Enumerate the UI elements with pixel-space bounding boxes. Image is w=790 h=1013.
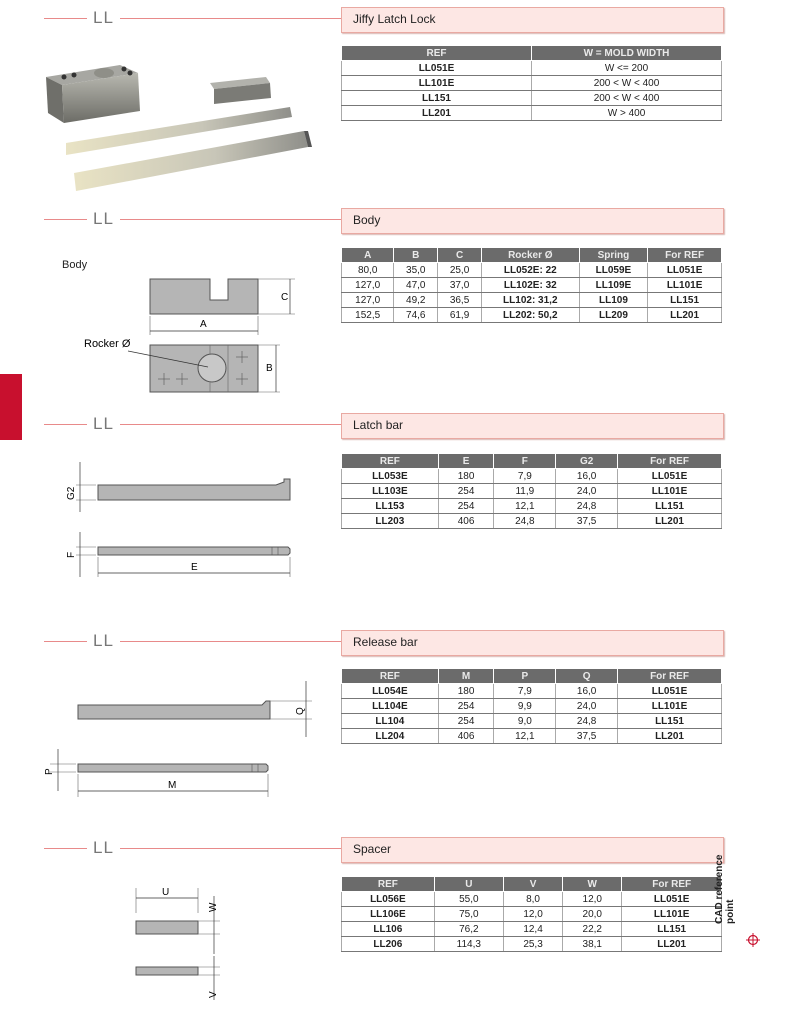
cell: LL151	[618, 499, 722, 514]
col-header: A	[342, 248, 394, 263]
cell: LL104E	[342, 699, 439, 714]
cell: 38,1	[563, 937, 622, 952]
table-row	[342, 469, 722, 484]
cell: 55,0	[434, 892, 503, 907]
dim-a: A	[200, 319, 207, 330]
cell: 80,0	[342, 263, 394, 278]
rule-right	[120, 848, 342, 849]
cell: 35,0	[394, 263, 438, 278]
table-jiffy	[341, 45, 722, 121]
cell: LL052E: 22	[481, 263, 579, 278]
cell: 22,2	[563, 922, 622, 937]
cell: 47,0	[394, 278, 438, 293]
section-title: Latch bar	[353, 418, 404, 432]
cell: 25,3	[503, 937, 562, 952]
table-row	[342, 714, 722, 729]
col-header: REF	[342, 669, 439, 684]
col-header: G2	[556, 454, 618, 469]
col-header: M	[438, 669, 494, 684]
cell: 61,9	[438, 308, 482, 323]
cell: 25,0	[438, 263, 482, 278]
cell: LL054E	[342, 684, 439, 699]
cell: LL056E	[342, 892, 435, 907]
col-header: F	[494, 454, 556, 469]
cell: LL203	[342, 514, 439, 529]
rule-left	[44, 641, 87, 642]
cell: LL201	[618, 729, 722, 744]
cell: 74,6	[394, 308, 438, 323]
release-bar-drawing	[40, 669, 320, 804]
cell: LL101E	[622, 907, 722, 922]
cell: LL201	[342, 106, 532, 121]
spacer-drawing	[120, 878, 230, 1008]
section-title-box	[341, 208, 724, 234]
cell: LL206	[342, 937, 435, 952]
cell: LL051E	[648, 263, 722, 278]
cell: 24,8	[556, 499, 618, 514]
rule-right	[120, 424, 342, 425]
rule-left	[44, 424, 87, 425]
cell: 127,0	[342, 278, 394, 293]
product-photo	[40, 55, 320, 200]
section-code: LL	[93, 631, 114, 650]
rule-right	[120, 641, 342, 642]
cell: 180	[438, 684, 494, 699]
section-code: LL	[93, 8, 114, 27]
cell: LL104	[342, 714, 439, 729]
cell: LL109E	[579, 278, 648, 293]
cell: 152,5	[342, 308, 394, 323]
dim-p: P	[44, 768, 55, 775]
table-row	[342, 91, 722, 106]
cell: 254	[438, 714, 494, 729]
cell: LL151	[622, 922, 722, 937]
cell: 12,0	[563, 892, 622, 907]
latch-bar-drawing	[60, 452, 310, 592]
table-release-bar	[341, 668, 722, 744]
col-header: For REF	[648, 248, 722, 263]
cell: 8,0	[503, 892, 562, 907]
col-header: V	[503, 877, 562, 892]
cell: 11,9	[494, 484, 556, 499]
cell: 76,2	[434, 922, 503, 937]
cell: 24,8	[494, 514, 556, 529]
cell: 12,4	[503, 922, 562, 937]
cell: LL103E	[342, 484, 439, 499]
cell: 75,0	[434, 907, 503, 922]
cell: 7,9	[494, 684, 556, 699]
cell: LL151	[648, 293, 722, 308]
col-header: U	[434, 877, 503, 892]
cell: W > 400	[532, 106, 722, 121]
rocker-label: Rocker Ø	[84, 338, 131, 350]
cell: 24,0	[556, 699, 618, 714]
cell: LL151	[342, 91, 532, 106]
rule-left	[44, 18, 87, 19]
cell: 254	[438, 499, 494, 514]
cell: 406	[438, 729, 494, 744]
cell: 24,0	[556, 484, 618, 499]
section-title: Body	[353, 213, 381, 227]
cell: LL101E	[618, 699, 722, 714]
body-drawing	[80, 267, 310, 407]
table-row	[342, 76, 722, 91]
cell: LL201	[622, 937, 722, 952]
col-header: Q	[556, 669, 618, 684]
cell: LL204	[342, 729, 439, 744]
col-header: P	[494, 669, 556, 684]
col-header: For REF	[618, 669, 722, 684]
table-row	[342, 278, 722, 293]
cell: 406	[438, 514, 494, 529]
cell: 12,1	[494, 499, 556, 514]
col-header: E	[438, 454, 494, 469]
cell: LL051E	[622, 892, 722, 907]
cell: LL101E	[342, 76, 532, 91]
section-code: LL	[93, 414, 114, 433]
col-header: W	[563, 877, 622, 892]
rule-left	[44, 848, 87, 849]
table-row	[342, 293, 722, 308]
cell: 200 < W < 400	[532, 91, 722, 106]
table-row	[342, 308, 722, 323]
cad-reference-icon	[746, 933, 760, 947]
dim-e: E	[191, 562, 198, 573]
section-title-box	[341, 630, 724, 656]
cell: 12,1	[494, 729, 556, 744]
col-header: W = MOLD WIDTH	[532, 46, 722, 61]
col-header: Spring	[579, 248, 648, 263]
cell: LL106E	[342, 907, 435, 922]
cad-reference-label: CAD reference point	[714, 854, 736, 924]
table-row	[342, 937, 722, 952]
table-latch-bar	[341, 453, 722, 529]
col-header: REF	[342, 46, 532, 61]
cell: LL102: 31,2	[481, 293, 579, 308]
dim-q: Q	[295, 707, 306, 715]
table-row	[342, 499, 722, 514]
cell: 114,3	[434, 937, 503, 952]
table-row	[342, 263, 722, 278]
cell: 12,0	[503, 907, 562, 922]
cell: 9,0	[494, 714, 556, 729]
section-title-box	[341, 413, 724, 439]
table-row	[342, 907, 722, 922]
col-header: C	[438, 248, 482, 263]
col-header: For REF	[618, 454, 722, 469]
rule-right	[120, 18, 342, 19]
cell: LL201	[648, 308, 722, 323]
table-spacer	[341, 876, 722, 952]
cell: 36,5	[438, 293, 482, 308]
cell: 7,9	[494, 469, 556, 484]
cell: LL106	[342, 922, 435, 937]
cell: LL051E	[618, 469, 722, 484]
table-row	[342, 684, 722, 699]
cell: 9,9	[494, 699, 556, 714]
col-header: Rocker Ø	[481, 248, 579, 263]
section-title: Jiffy Latch Lock	[353, 12, 436, 26]
drawing-label: Body	[62, 259, 88, 271]
col-header: REF	[342, 877, 435, 892]
cell: LL059E	[579, 263, 648, 278]
cell: 180	[438, 469, 494, 484]
cell: 37,0	[438, 278, 482, 293]
section-title: Spacer	[353, 842, 392, 856]
section-title: Release bar	[353, 635, 418, 649]
section-title-box	[341, 837, 724, 863]
cell: 127,0	[342, 293, 394, 308]
cell: LL202: 50,2	[481, 308, 579, 323]
dim-g2: G2	[66, 486, 77, 500]
dim-b: B	[266, 363, 273, 374]
cell: 20,0	[563, 907, 622, 922]
cell: LL201	[618, 514, 722, 529]
table-row	[342, 106, 722, 121]
cell: LL109	[579, 293, 648, 308]
cell: 254	[438, 699, 494, 714]
dim-m: M	[168, 780, 177, 791]
col-header: REF	[342, 454, 439, 469]
cell: 254	[438, 484, 494, 499]
cell: LL053E	[342, 469, 439, 484]
cell: 16,0	[556, 469, 618, 484]
dim-w: W	[208, 902, 219, 912]
table-body	[341, 247, 722, 323]
dim-c: C	[281, 292, 289, 303]
cell: LL101E	[618, 484, 722, 499]
cell: 37,5	[556, 514, 618, 529]
section-code: LL	[93, 209, 114, 228]
cell: 37,5	[556, 729, 618, 744]
rule-right	[120, 219, 342, 220]
cell: LL153	[342, 499, 439, 514]
cell: LL209	[579, 308, 648, 323]
cell: LL151	[618, 714, 722, 729]
col-header: B	[394, 248, 438, 263]
table-row	[342, 699, 722, 714]
cell: 49,2	[394, 293, 438, 308]
section-code: LL	[93, 838, 114, 857]
chapter-tab	[0, 374, 22, 440]
dim-f: F	[66, 551, 77, 558]
cell: LL051E	[342, 61, 532, 76]
cell: LL051E	[618, 684, 722, 699]
table-row	[342, 922, 722, 937]
cell: 200 < W < 400	[532, 76, 722, 91]
cell: 16,0	[556, 684, 618, 699]
table-row	[342, 61, 722, 76]
table-row	[342, 514, 722, 529]
col-header: For REF	[622, 877, 722, 892]
table-row	[342, 729, 722, 744]
cell: LL101E	[648, 278, 722, 293]
dim-u: U	[162, 887, 170, 898]
rule-left	[44, 219, 87, 220]
table-row	[342, 892, 722, 907]
table-row	[342, 484, 722, 499]
cell: 24,8	[556, 714, 618, 729]
cell: W <= 200	[532, 61, 722, 76]
cell: LL102E: 32	[481, 278, 579, 293]
dim-v: V	[208, 991, 219, 998]
section-title-box	[341, 7, 724, 33]
